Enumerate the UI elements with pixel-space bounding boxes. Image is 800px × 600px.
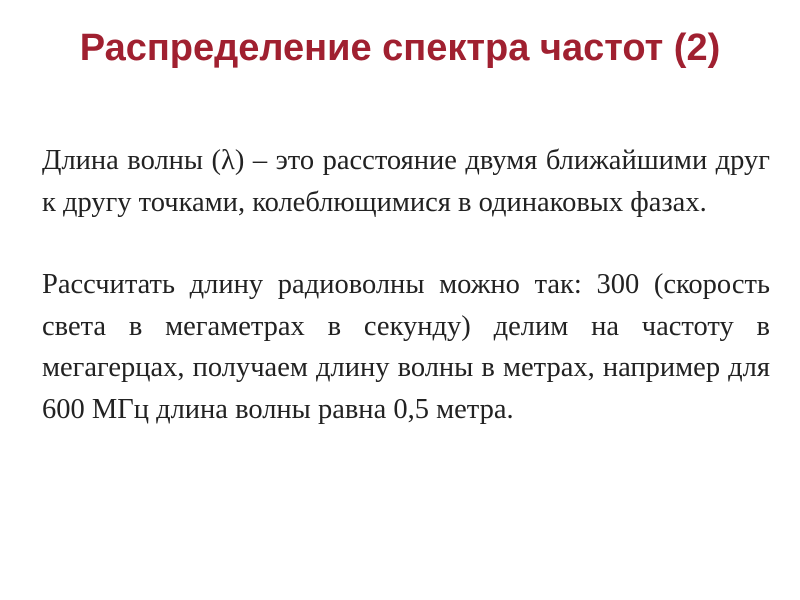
paragraph-wavelength-definition: Длина волны (λ) – это расстояние двумя ближайшими друг к другу точками, колеблющимися в одинаковых фазах. xyxy=(42,145,770,218)
paragraph-wavelength-calculation: Рассчитать длину радиоволны можно так: 300 (скорость света в мегаметрах в секунду) делим на частоту в мегагерцах, получаем длину волны в метрах, например для 600 МГц длина волны равна 0,5 метра. xyxy=(42,269,770,425)
slide-title: Распределение спектра частот (2) xyxy=(79,27,721,69)
slide-body xyxy=(42,140,770,430)
